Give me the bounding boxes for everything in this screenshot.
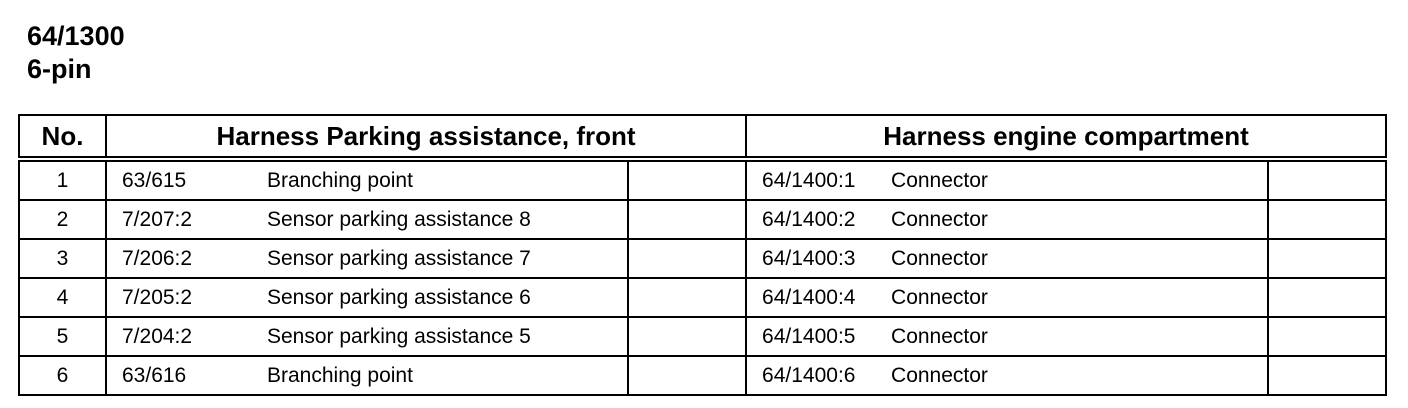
right-extra: [1268, 200, 1386, 239]
pin-number: 4: [19, 278, 106, 317]
left-extra: [628, 239, 746, 278]
left-description: Branching point: [263, 159, 628, 200]
header-no: No.: [19, 115, 106, 159]
left-reference: 7/204:2: [106, 317, 263, 356]
table-header-row: [19, 115, 1386, 159]
left-description: Sensor parking assistance 6: [263, 278, 628, 317]
left-reference: 7/206:2: [106, 239, 263, 278]
right-extra: [1268, 159, 1386, 200]
right-reference: 64/1400:1: [746, 159, 887, 200]
left-description: Branching point: [263, 356, 628, 395]
left-reference: 63/615: [106, 159, 263, 200]
pin-number: 6: [19, 356, 106, 395]
right-description: Connector: [887, 239, 1268, 278]
right-description: Connector: [887, 278, 1268, 317]
left-description: Sensor parking assistance 5: [263, 317, 628, 356]
left-description: Sensor parking assistance 7: [263, 239, 628, 278]
left-reference: 7/205:2: [106, 278, 263, 317]
table-row: [19, 200, 1386, 239]
right-reference: 64/1400:2: [746, 200, 887, 239]
left-extra: [628, 200, 746, 239]
right-description: Connector: [887, 356, 1268, 395]
pin-assignment-table: [18, 114, 1387, 396]
right-description: Connector: [887, 317, 1268, 356]
header-harness-engine-compartment: Harness engine compartment: [746, 115, 1386, 159]
left-reference: 7/207:2: [106, 200, 263, 239]
connector-code: 64/1300: [27, 21, 125, 51]
left-extra: [628, 159, 746, 200]
pin-number: 1: [19, 159, 106, 200]
right-extra: [1268, 317, 1386, 356]
left-description: Sensor parking assistance 8: [263, 200, 628, 239]
right-reference: 64/1400:5: [746, 317, 887, 356]
right-description: Connector: [887, 159, 1268, 200]
connector-heading: [27, 20, 125, 86]
right-extra: [1268, 239, 1386, 278]
table-body: [19, 159, 1386, 395]
pin-count: 6-pin: [27, 54, 92, 84]
table-row: [19, 159, 1386, 200]
table-row: [19, 317, 1386, 356]
left-extra: [628, 356, 746, 395]
table-row: [19, 278, 1386, 317]
left-reference: 63/616: [106, 356, 263, 395]
pin-number: 3: [19, 239, 106, 278]
right-extra: [1268, 278, 1386, 317]
right-description: Connector: [887, 200, 1268, 239]
header-harness-parking-assistance: Harness Parking assistance, front: [106, 115, 746, 159]
right-reference: 64/1400:4: [746, 278, 887, 317]
left-extra: [628, 317, 746, 356]
pin-number: 2: [19, 200, 106, 239]
right-reference: 64/1400:6: [746, 356, 887, 395]
pin-number: 5: [19, 317, 106, 356]
table-row: [19, 356, 1386, 395]
table-row: [19, 239, 1386, 278]
left-extra: [628, 278, 746, 317]
right-reference: 64/1400:3: [746, 239, 887, 278]
right-extra: [1268, 356, 1386, 395]
